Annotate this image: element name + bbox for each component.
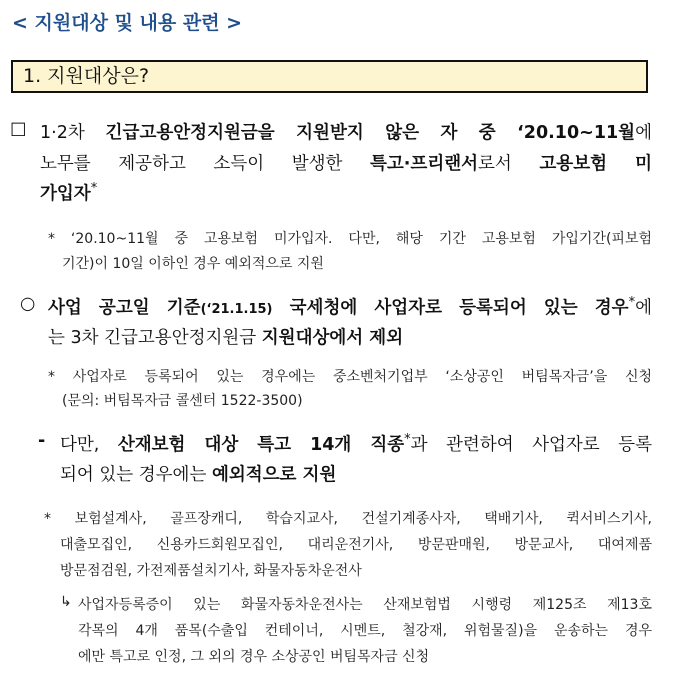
note-3-line-2: 대출모집인, 신용카드회원모집인, 대리운전기사, 방문판매원, 방문교사, 대여제품 [60,537,652,553]
s1-l2-seg: 노무를 제공하고 소득이 발생한 [40,154,370,174]
s2-l1-date: (‘21.1.15) [200,302,273,317]
s2-line-2 [48,324,403,349]
s2-l1-seg-bold: 국세청에 사업자로 등록되어 있는 경우 [272,298,629,318]
s3-l2-seg-bold: 예외적으로 지원 [211,465,337,485]
s1-l3-text: 가입자 [40,184,91,204]
note-1-line-1: * ‘20.10~11월 중 고용보험 미가입자. 다만, 해당 기간 고용보험 가입기간(피보험 [48,231,652,247]
s1-l1-seg-bold: 긴급고용안정지원금을 지원받지 않은 자 중 ‘20.10~11월 [105,123,636,143]
s1-l1-seg: 1·2차 [40,123,106,143]
dash-bullet [38,431,45,451]
question-box [11,60,648,93]
s2-line-1 [48,294,652,319]
s2-l1-end: 에 [635,298,652,318]
footnote-mark: * [90,181,98,197]
note-4-line-2: 각목의 4개 품목(수출입 컨테이너, 시멘트, 철강재, 위험물질)을 운송하는 경우 [78,623,652,639]
s3-line-1 [60,431,652,456]
note-4-line-1: 사업자등록증이 있는 화물자동차운전사는 산재보험법 시행령 제125조 제13호 [78,597,652,613]
return-arrow-icon: ↳ [60,594,72,610]
s1-line-3 [40,180,97,205]
note-3-line-1: * 보험설계사, 골프장캐디, 학습지교사, 건설기계종사자, 택배기사, 퀵서비스기사, [44,511,652,527]
s1-l1-seg: 에 [635,123,652,143]
s2-l2-seg: 는 3차 긴급고용안정지원금 [48,328,262,348]
note-3-line-3: 방문점검원, 가전제품설치기사, 화물자동차운전사 [60,563,362,579]
s3-l1-seg-bold: 산재보험 대상 특고 14개 직종 [117,435,405,455]
footnote-mark: * [404,432,411,448]
s3-line-2 [60,461,336,486]
s3-l2-seg: 되어 있는 경우에는 [60,465,212,485]
circle-bullet: ○ [20,294,36,314]
note-2-line-1: * 사업자로 등록되어 있는 경우에는 중소벤처기업부 ‘소상공인 버팀목자금’을 신청 [48,369,652,385]
s3-l1-end: 과 관련하여 사업자로 등록 [410,435,652,455]
s2-l2-seg-bold: 지원대상에서 제외 [261,328,404,348]
s2-l1-seg-bold: 사업 공고일 기준 [48,298,201,318]
question-text: 1. 지원대상은? [23,65,150,87]
s1-line-2 [40,150,652,175]
note-4-line-3: 에만 특고로 인정, 그 외의 경우 소상공인 버팀목자금 신청 [78,649,430,665]
dash-bullet-text: - [38,431,46,451]
s1-l2-seg-bold: 고용보험 미 [539,154,652,174]
s1-line-1 [40,119,652,144]
s1-l2-seg: 로서 [478,154,540,174]
page-title: < 지원대상 및 내용 관련 > [12,12,243,34]
s3-l1-seg: 다만, [60,435,118,455]
square-bullet: □ [10,119,27,139]
footnote-mark: * [628,295,636,311]
note-1-line-2: 기간)이 10일 이하인 경우 예외적으로 지원 [62,256,324,272]
note-2-line-2: (문의: 버팀목자금 콜센터 1522-3500) [62,393,303,409]
s1-l2-seg-bold: 특고·프리랜서 [369,154,479,174]
